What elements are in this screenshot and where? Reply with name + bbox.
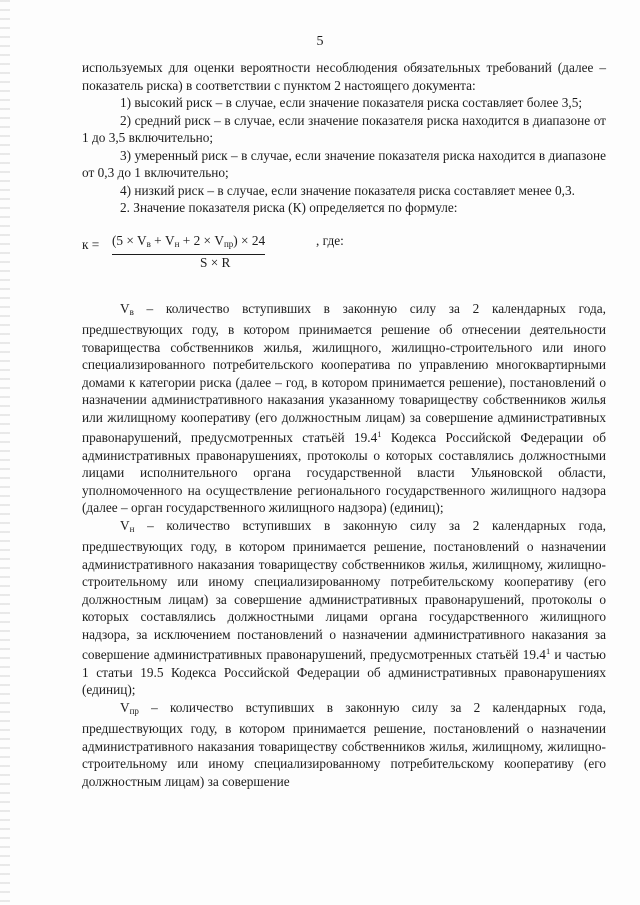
- formula-lhs: к =: [82, 236, 100, 252]
- list-item-medium-risk: 2) средний риск – в случае, если значение показателя риска находится в диапазоне от 1 до 3,5 включительно;: [82, 112, 606, 145]
- scan-edge-artifact: [0, 0, 10, 905]
- risk-formula: [82, 230, 606, 274]
- definition-vv: $V_в$ – количество вступивших в законную силу за 2 календарных года, предшествующих году, в котором принимается решение об отнесении деятельности товарищества собственников жилья, жилищного, жилищно-строительного или иного специализированного потребительского кооператива по управлению многоквартирными домами к категории риска (далее – год, в котором принимается решение), постановлений о назначении административного наказания указанному товариществу собственников жилья или жилищному кооперативу (его должностным лицам) за совершение административных правонарушений, предусмотренных статьёй 19.4$^1$ Кодекса Российской Федерации об административных правонарушениях, протоколы о которых составлялись должностными лицами исполнительного органа государственной власти Ульяновской области, уполномоченного на осуществление регионального государственного жилищного надзора (далее – орган государственного жилищного надзора) (единиц);: [82, 300, 606, 515]
- paragraph-intro: используемых для оценки вероятности несоблюдения обязательных требований (далее – показатель риска) в соответствии с пунктом 2 настоящего документа:: [82, 60, 606, 93]
- definition-vn: $V_н$ – количество вступивших в законную силу за 2 календарных года, предшествующих году, в котором принимается решение, постановлений о назначении административного наказания товариществу собственников жилья, жилищному, жилищно-строительному или иному специализированному потребительскому кооперативу (его должностным лицам) за совершение административных правонарушений, протоколы о которых составлялись должностными лицами органа государственного жилищного надзора, за исключением постановлений о назначении административного наказания за совершение административных правонарушений, предусмотренных статьёй 19.4$^1$ и частью 1 статьи 19.5 Кодекса Российской Федерации об административных правонарушениях (единиц);: [82, 517, 606, 697]
- paragraph-formula-intro: 2. Значение показателя риска (К) определяется по формуле:: [120, 200, 458, 215]
- formula-tail: , где:: [316, 232, 344, 248]
- list-item-moderate-risk: 3) умеренный риск – в случае, если значение показателя риска находится в диапазоне от 0,3 до 1 включительно;: [82, 147, 606, 180]
- page-number: 5: [316, 34, 324, 49]
- list-item-high-risk: 1) высокий риск – в случае, если значение показателя риска составляет более 3,5;: [120, 95, 583, 110]
- document-body: [82, 59, 606, 790]
- formula-denominator: S × R: [200, 254, 231, 270]
- definition-vpr: $V_{пр}$ – количество вступивших в законную силу за 2 календарных года, предшествующих году, в котором принимается решение, постановлений о назначении административного наказания товариществу собственников жилья, жилищному, жилищно-строительному или иному специализированному потребительскому кооперативу (его должностным лицам) за совершение: [82, 699, 606, 789]
- list-item-low-risk: 4) низкий риск – в случае, если значение показателя риска составляет менее 0,3.: [120, 182, 575, 198]
- formula-numerator: $(5 \times V_в + V_н + 2 \times V_{пр}) \times 24$: [112, 232, 265, 256]
